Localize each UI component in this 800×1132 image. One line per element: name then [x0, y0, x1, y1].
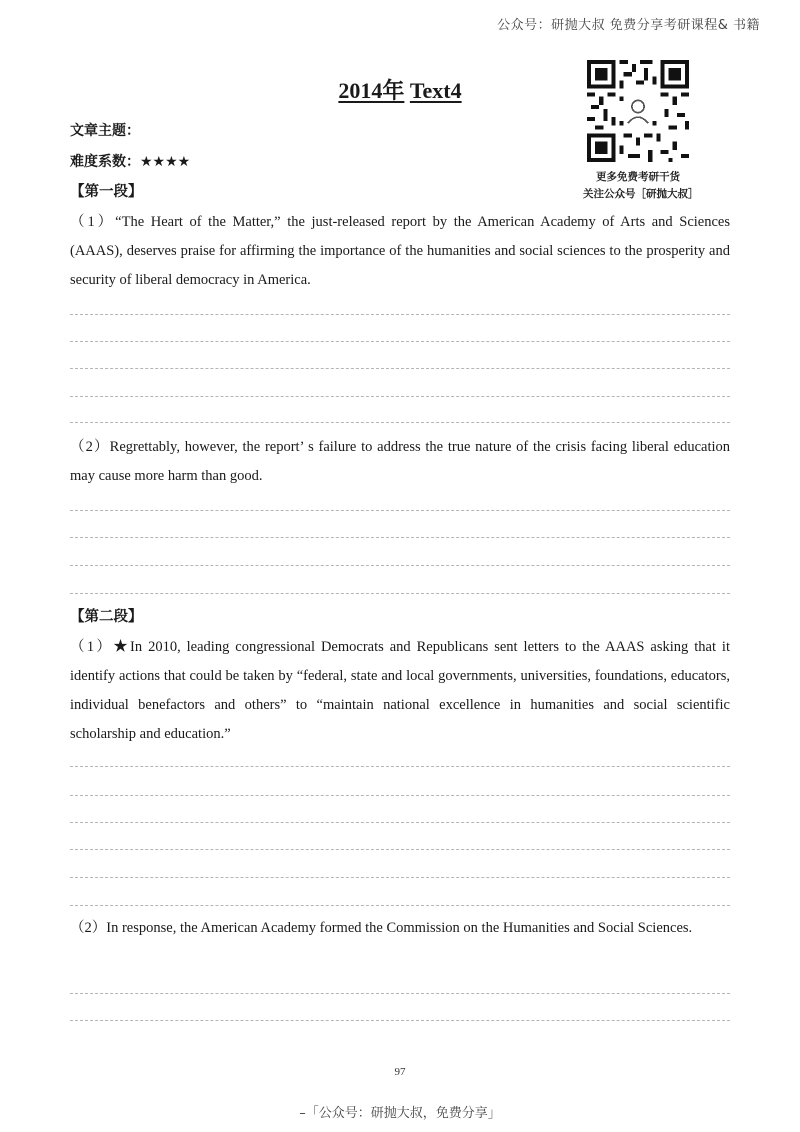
answer-line [70, 877, 730, 878]
qr-code-block [583, 60, 699, 201]
answer-line [70, 537, 730, 538]
paragraph-1-2: （2）Regrettably, however, the report’ s failure to address the true nature of the crisis facing liberal education may cause more harm than good. [70, 439, 730, 484]
footer-watermark-note: –「公众号：研抛大叔，免费分享」 [299, 1106, 501, 1121]
answer-line [70, 1020, 730, 1021]
paragraph-1-1: （1）“The Heart of the Matter,” the just-released report by the American Academy of Arts and Sciences (AAAS), deserves praise for affirming the importance of the humanities and social sciences to the prosperity and security of liberal democracy in America. [70, 214, 730, 288]
section-heading-2: 【第二段】 [70, 609, 143, 625]
title-text: Text4 [409, 78, 462, 103]
answer-line [70, 822, 730, 823]
answer-line [70, 905, 730, 906]
header-watermark-note: 公众号：研抛大叔 免费分享考研课程& 书籍 [497, 18, 760, 33]
answer-line [70, 422, 730, 423]
answer-line [70, 341, 730, 342]
answer-line [70, 593, 730, 594]
qr-code-image [587, 60, 689, 162]
article-topic-label: 文章主题： [70, 123, 140, 139]
answer-line [70, 510, 730, 511]
paragraph-2-2: （2）In response, the American Academy formed the Commission on the Humanities and Social Sciences. [70, 920, 693, 936]
difficulty-rating: 难度系数：★★★★ [70, 154, 191, 170]
page-number: 97 [394, 1066, 406, 1078]
qr-caption-line2: 关注公众号［研抛大叔］ [583, 188, 699, 200]
answer-line [70, 565, 730, 566]
qr-caption-line1: 更多免费考研干货 [596, 171, 680, 183]
answer-line [70, 993, 730, 994]
section-heading-1: 【第一段】 [70, 184, 143, 200]
answer-line [70, 766, 730, 767]
paragraph-2-1: （1）★In 2010, leading congressional Democrats and Republicans sent letters to the AAAS asking that it identify actions that could be taken by “federal, state and local governments, universities, foundations, educators, individual benefactors and others” to “maintain national excellence in humanities and social scientific scholarship and education.” [70, 639, 730, 742]
title-year: 2014年 [338, 78, 405, 103]
answer-line [70, 314, 730, 315]
answer-line [70, 795, 730, 796]
answer-line [70, 396, 730, 397]
answer-line [70, 368, 730, 369]
answer-line [70, 849, 730, 850]
